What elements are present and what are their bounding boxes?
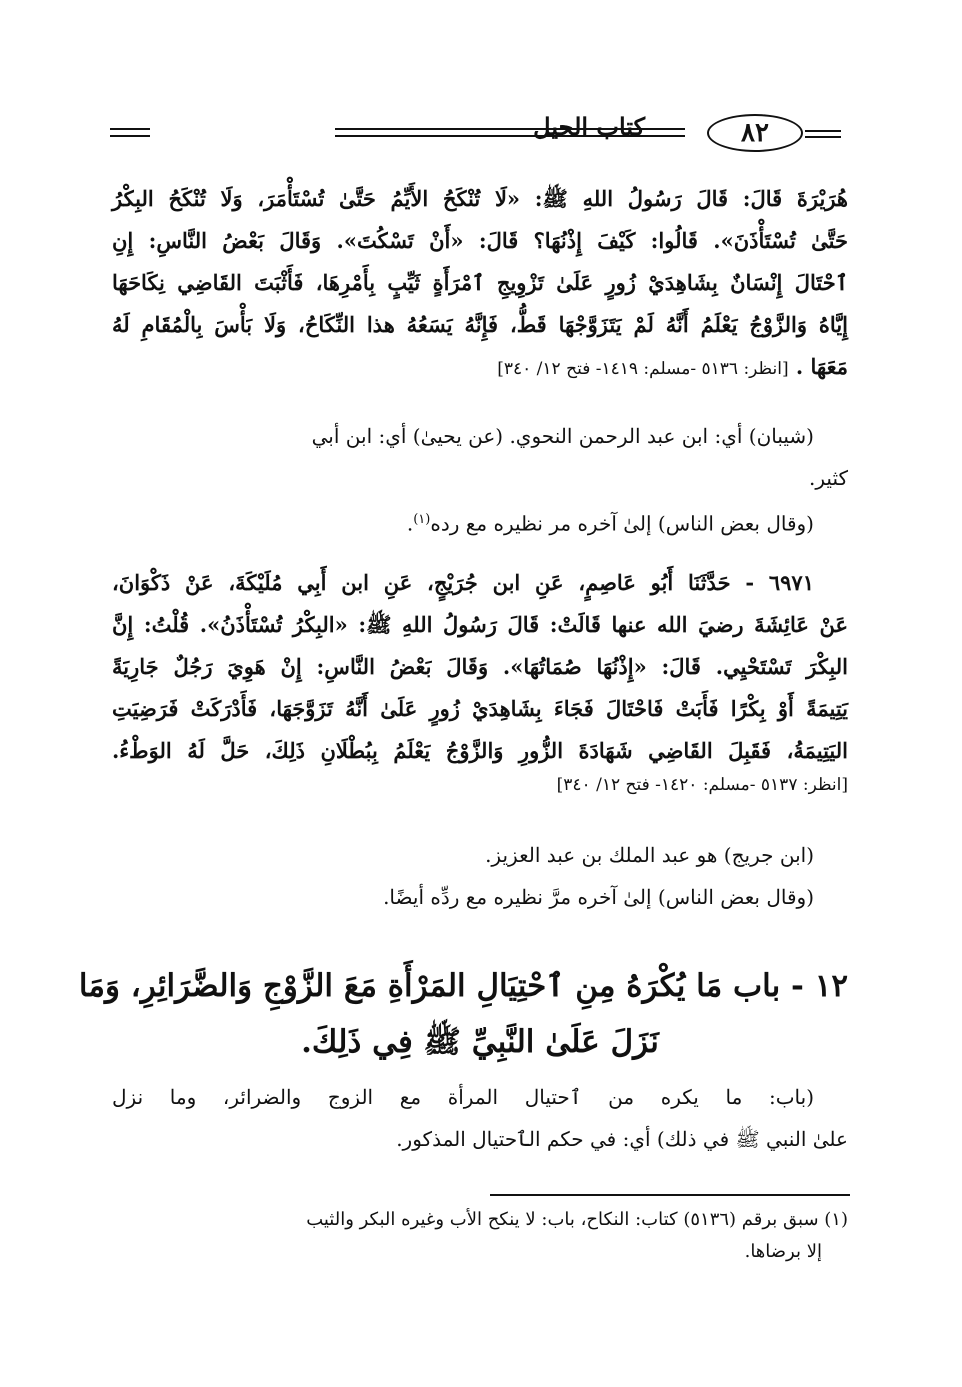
footnote-line: إلا برضاها. — [744, 1241, 822, 1262]
commentary-text-end: . — [406, 511, 414, 536]
commentary-2 — [112, 834, 848, 918]
hadith-line: ٱحْتَالَ إِنْسَانٌ بِشَاهِدَيْ زُورٍ عَلَىٰ تَزْوِيجِ ٱمْرَأَةٍ ثَيِّبٍ بِأَمْرِهَا، فَأَثْبَتَ القَاضِي نِكَاحَهَا — [112, 270, 848, 295]
commentary-line: (باب: ما يكره من ٱحتيال المرأة مع الزوج والضرائر، وما نزل — [112, 1085, 814, 1109]
commentary-text: (وقال بعض الناس) إلىٰ آخره مر نظيره مع رده — [430, 511, 814, 536]
commentary-line: كثير. — [809, 466, 848, 490]
footnote-separator — [490, 1194, 850, 1196]
footnote — [112, 1204, 848, 1268]
hadith-reference: [انظر: ٥١٣٦ -مسلم: ١٤١٩- فتح ١٢/ ٣٤٠] — [497, 359, 789, 379]
hadith-line: البِكْرَ تَسْتَحْيِي. قَالَ: «إِذْنُهَا صُمَاتُهَا». وَقَالَ بَعْضُ النَّاسِ: إِنْ هَوِيَ رَجُلٌ جَارِيَةً — [112, 654, 848, 679]
hadith-line: اليَتِيمَةُ، فَقَبِلَ القَاضِي شَهَادَةَ الزُّورِ وَالزَّوْجُ يَعْلَمُ بِبُطْلَانِ ذَلِكَ، حَلَّ لَهُ الوَطْءُ. — [112, 738, 848, 763]
commentary-line: علىٰ النبي ﷺ في ذلك) أي: في حكم الٱحتيال المذكور. — [396, 1127, 848, 1151]
chapter-heading — [78, 958, 848, 1070]
hadith-line: إِيَّاهُ وَالزَّوْجُ يَعْلَمُ أَنَّهُ لَمْ يَتَزَوَّجْهَا قَطُّ، فَإِنَّهُ يَسَعُهُ هذا النِّكَاحُ، وَلَا بَأْسَ بِالْمُقَامِ لَهُ — [112, 312, 848, 337]
hadith-6971 — [112, 562, 848, 798]
commentary-line: (وقال بعض الناس) إلىٰ آخره مرَّ نظيره مع ردِّه أيضًا. — [383, 885, 814, 909]
commentary-line — [112, 499, 848, 545]
footnote-line: (١) سبق برقم (٥١٣٦) كتاب: النكاح، باب: لا ينكح الأب وغيره البكر والثيب — [306, 1209, 848, 1230]
commentary-1 — [112, 415, 848, 545]
chapter-heading-line: ١٢ - باب مَا يُكْرَهُ مِنِ ٱحْتِيَالِ المَرْأَةِ مَعَ الزَّوْجِ وَالضَّرَائِرِ، وَمَا — [78, 968, 848, 1004]
chapter-heading-line: نَزَلَ عَلَىٰ النَّبِيِّ ﷺ فِي ذَلِكَ. — [301, 1024, 659, 1060]
hadith-line: يَتِيمَةً أَوْ بِكْرًا فَأَبَتْ فَاحْتَالَ فَجَاءَ بِشَاهِدَيْ زُورٍ عَلَىٰ أَنَّهُ تَزَوَّجَهَا، فَأَدْرَكَتْ فَرَضِيَتِ — [112, 696, 848, 721]
hadith-line — [112, 346, 848, 390]
hadith-line: ٦٩٧١ - حَدَّثَنَا أَبُو عَاصِمٍ، عَنِ ابن جُرَيْجٍ، عَنِ ابن أَبِي مُلَيْكَةَ، عَنْ ذَكْوَانَ، — [112, 570, 814, 595]
hadith-line: حَتَّىٰ تُسْتَأْذَنَ». قَالُوا: كَيْفَ إِذْنُهَا؟ قَالَ: «أَنْ تَسْكُتَ». وَقَالَ بَعْضُ النَّاسِ: إِنِ — [112, 228, 848, 253]
hadith-line-text: مَعَهَا . — [795, 354, 848, 379]
page-header — [110, 104, 845, 158]
commentary-3 — [112, 1076, 848, 1160]
hadith-line: هُرَيْرَةَ قَالَ: قَالَ رَسُولُ اللهِ ﷺ: «لَا تُنْكَحُ الأَيِّمُ حَتَّىٰ تُسْتَأْمَرَ، وَلَا تُنْكَحُ البِكْرُ — [112, 186, 848, 211]
commentary-line: (ابن جريج) هو عبد الملك بن عبد العزيز. — [485, 843, 814, 867]
footnote-marker: (١) — [413, 512, 431, 527]
running-title: كتاب الحيل — [533, 112, 645, 141]
header-rule-short-top — [110, 128, 150, 130]
header-rule-short-bottom — [110, 135, 150, 137]
hadith-line: عَنْ عَائِشَةَ رضيَ الله عنها قَالَتْ: قَالَ رَسُولُ اللهِ ﷺ: «البِكْرُ تُسْتَأْذَنُ». قُلْتُ: إِنَّ — [112, 612, 848, 637]
hadith-6970 — [112, 178, 848, 390]
commentary-line: (شيبان) أي: ابن عبد الرحمن النحوي. (عن يحيىٰ) أي: ابن أبي — [311, 424, 814, 448]
hadith-reference: [انظر: ٥١٣٧ -مسلم: ١٤٢٠- فتح ١٢/ ٣٤٠] — [556, 775, 848, 795]
page-number: ٨٢ — [707, 114, 803, 152]
